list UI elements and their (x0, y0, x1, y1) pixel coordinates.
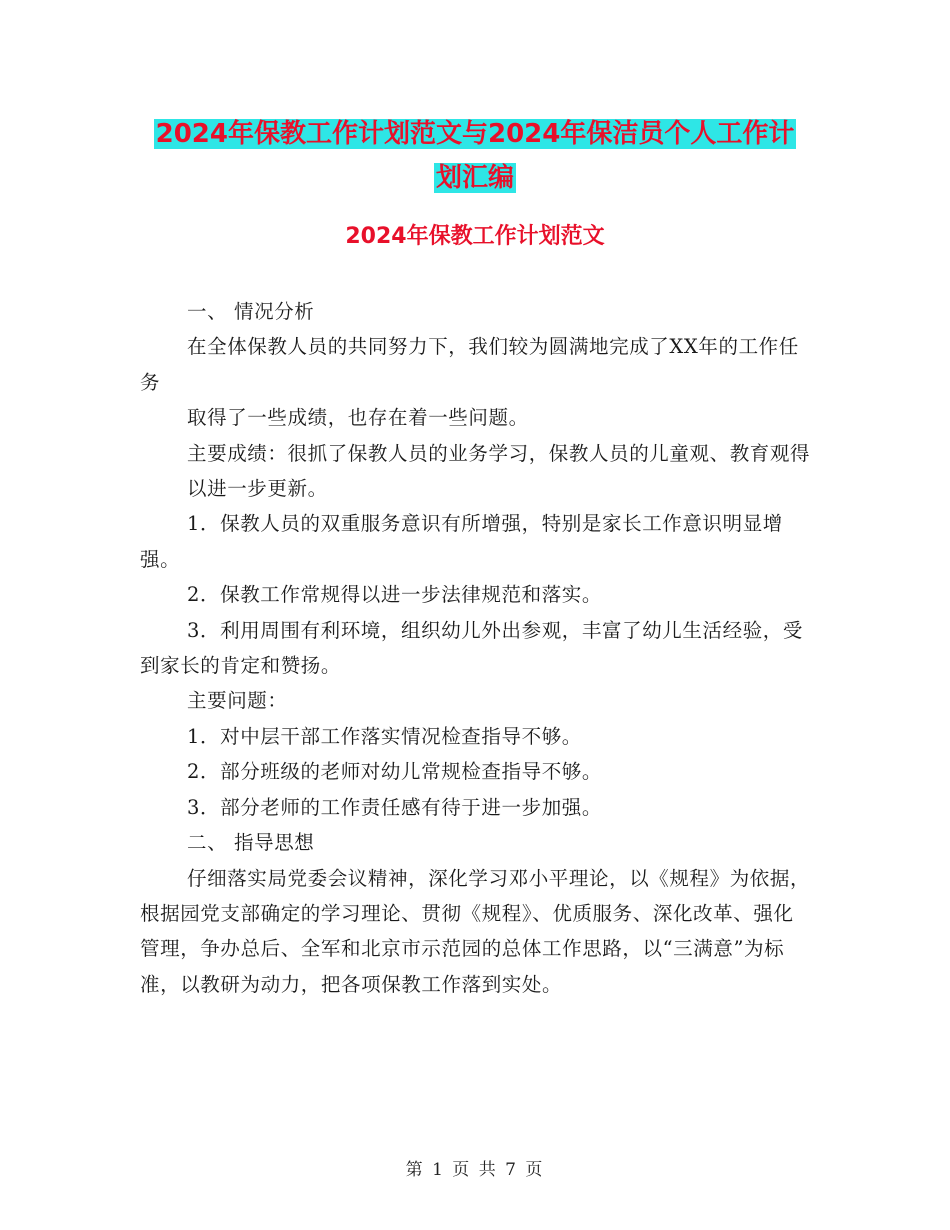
page-footer: 第 1 页 共 7 页 (405, 1160, 545, 1180)
document-body (140, 294, 812, 1002)
paragraph: 取得了一些成绩，也存在着一些问题。 (187, 406, 529, 430)
paragraph: 主要问题： (187, 689, 288, 713)
paragraph: 主要成绩：很抓了保教人员的业务学习，保教人员的儿童观、教育观得 (187, 441, 811, 465)
list-item: 1．对中层干部工作落实情况检查指导不够。 (187, 724, 582, 748)
list-item: 3．利用周围有利环境，组织幼儿外出参观，丰富了幼儿生活经验，受到家长的肯定和赞扬。 (140, 618, 804, 678)
list-item: 2．部分班级的老师对幼儿常规检查指导不够。 (187, 760, 603, 784)
paragraph: 以进一步更新。 (187, 477, 328, 501)
list-item: 1．保教人员的双重服务意识有所增强，特别是家长工作意识明显增强。 (140, 512, 783, 571)
heading-guiding-ideology: 二、 指导思想 (187, 831, 315, 855)
list-item: 3．部分老师的工作责任感有待于进一步加强。 (187, 795, 603, 819)
heading-situation-analysis: 一、 情况分析 (187, 300, 315, 323)
list-item: 2．保教工作常规得以进一步法律规范和落实。 (187, 583, 603, 607)
paragraph: 在全体保教人员的共同努力下，我们较为圆满地完成了XX年的工作任务 (140, 335, 799, 394)
document-title-line1: 2024年保教工作计划范文与2024年保洁员个人工作计 (155, 119, 795, 149)
document-title-line2: 划汇编 (435, 163, 514, 193)
section-title: 2024年保教工作计划范文 (345, 224, 605, 249)
document-title (140, 112, 810, 200)
paragraph: 仔细落实局党委会议精神，深化学习邓小平理论，以《规程》为依据，根据园党支部确定的学习理论、贯彻《规程》、优质服务、深化改革、强化管理，争办总后、全军和北京市示范园的总体工作思路，以“三满意”为标准，以教研为动力，把各项保教工作落到实处。 (140, 866, 811, 996)
